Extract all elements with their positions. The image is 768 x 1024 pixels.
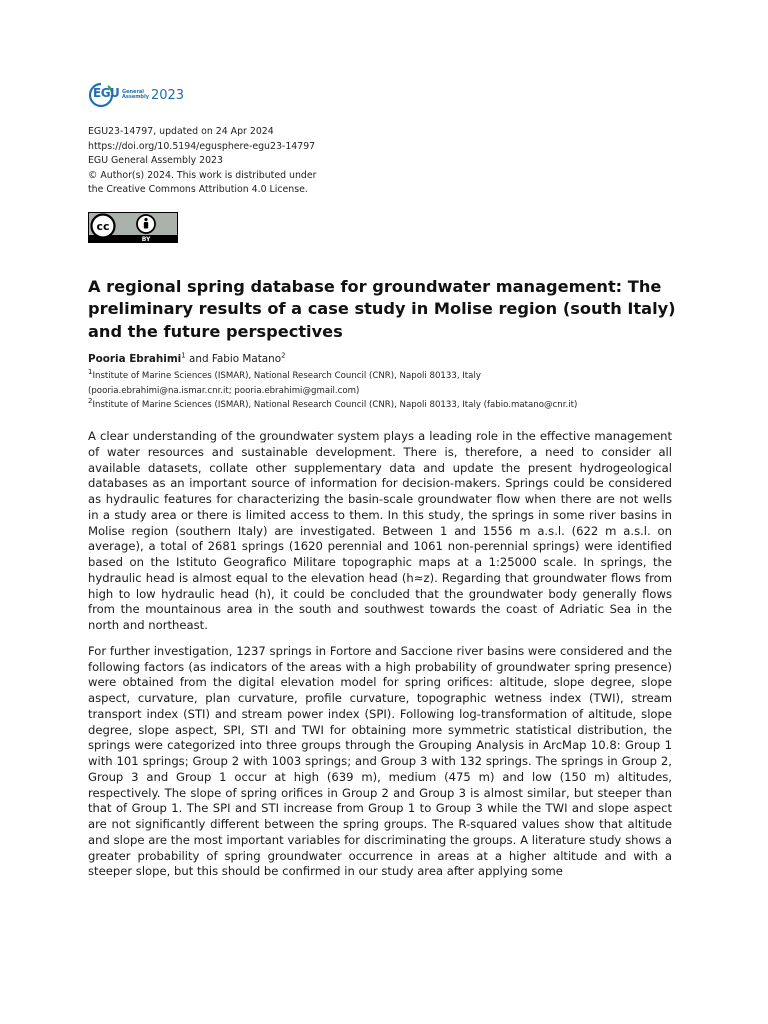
license-line: the Creative Commons Attribution 4.0 License. — [88, 184, 308, 196]
abstract-id: EGU23-14797, updated on 24 Apr 2024 — [88, 126, 274, 137]
egu-logo-mark — [88, 82, 120, 108]
logo-line1: General — [122, 88, 144, 95]
cc-by-badge[interactable] — [88, 212, 178, 243]
affiliation-1 — [88, 369, 688, 384]
affiliation-1-text: Institute of Marine Sciences (ISMAR), National Research Council (CNR), Napoli 80133, Italy — [92, 371, 481, 381]
by-label: BY — [141, 236, 151, 243]
affiliation-1-emails: (pooria.ebrahimi@na.ismar.cnr.it; pooria.ebrahimi@gmail.com) — [88, 385, 360, 396]
svg-text:cc: cc — [96, 220, 110, 233]
logo-line2: Assembly — [122, 94, 149, 100]
author-1: Pooria Ebrahimi — [88, 353, 182, 365]
copyright-line: © Author(s) 2024. This work is distributed under — [88, 169, 317, 181]
conference-name: EGU General Assembly 2023 — [88, 155, 223, 167]
authors-line — [88, 352, 286, 366]
affiliations — [88, 369, 688, 413]
affiliation-2-sup: 2 — [88, 397, 93, 406]
cc-icon — [92, 215, 115, 238]
author-1-sup: 1 — [181, 351, 186, 360]
abstract-body — [88, 429, 672, 890]
affiliation-2-text: Institute of Marine Sciences (ISMAR), National Research Council (CNR), Napoli 80133, Italy (fabio.matano@cnr.it) — [92, 400, 578, 411]
page-title: A regional spring database for groundwater management: The preliminary results of a case study in Molise region (south Italy) and the future perspectives — [88, 277, 676, 341]
egu-logo — [88, 82, 184, 108]
affiliation-1-sup: 1 — [88, 368, 93, 377]
meta-block — [88, 125, 317, 198]
egu-logo-year: 2023 — [150, 87, 185, 103]
abstract-paragraph-2: For further investigation, 1237 springs in Fortore and Saccione river basins were considered and the following factors (as indicators of the areas with a high probability of groundwater spring presence) were obtained from the digital elevation model for spring orifices: altitude, slope degree, slope aspect, curvature, plan curvature, profile curvature, topographic wetness index (TWI), stream transport index (STI) and stream power index (SPI). Following log-transformation of altitude, slope degree, slope aspect, SPI, STI and TWI for obtaining more symmetric statistical distribution, the springs were categorized into three groups through the Grouping Analysis in ArcMap 10.8: Group 1 with 101 springs; Group 2 with 1003 springs; and Group 3 with 132 springs. The springs in Group 2, Group 3 and Group 1 occur at high (639 m), medium (475 m) and low (150 m) altitudes, respectively. The slope of spring orifices in Group 2 and Group 3 is almost similar, but steeper than that of Group 1. The SPI and STI increase from Group 1 to Group 3 while the TWI and slope aspect are not significantly different between the spring groups. The R-squared values show that altitude and slope are the most important variables for discriminating the groups. A literature study shows a greater probability of spring groundwater occurrence in areas at a higher altitude and with a steeper slope, but this should be confirmed in our study area after applying some — [88, 643, 672, 879]
author-2: and Fabio Matano — [185, 353, 282, 365]
abstract-paragraph-1: A clear understanding of the groundwater system plays a leading role in the effective management of water resources and sustainable development. There is, therefore, a need to consider all available datasets, collate other supplementary data and update the present hydrogeological databases as an important source of information for decision-makers. Springs could be considered as hydraulic features for characterizing the basin-scale groundwater flow when there are not wells in a study area or there is limited access to them. In this study, the springs in some river basins in Molise region (southern Italy) are investigated. Between 1 and 1556 m a.s.l. (622 m a.s.l. on average), a total of 2681 springs (1620 perennial and 1061 non-perennial springs) were identified based on the Istituto Geografico Militare topographic maps at a 1:25000 scale. In springs, the hydraulic head is almost equal to the elevation head (h≈z). Regarding that groundwater flows from high to low hydraulic head (h), it could be concluded that the groundwater body generally flows from the mountainous area in the south and southwest towards the coast of Adriatic Sea in the north and northeast. — [88, 429, 672, 632]
egu-logo-text: EGU — [93, 86, 120, 100]
attribution-icon — [137, 215, 155, 233]
author-2-sup: 2 — [281, 351, 286, 360]
egu-logo-subtitle — [122, 90, 149, 101]
affiliation-2 — [88, 398, 688, 413]
doi-link[interactable]: https://doi.org/10.5194/egusphere-egu23-14797 — [88, 140, 316, 152]
